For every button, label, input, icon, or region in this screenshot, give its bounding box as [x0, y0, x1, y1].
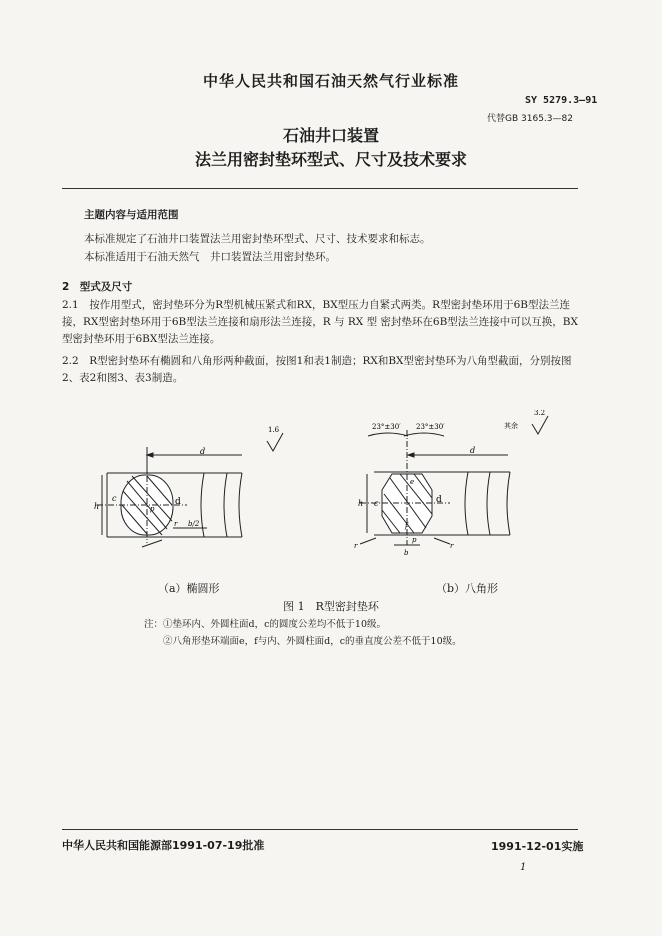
label-r: r	[174, 520, 178, 528]
label-rest: 其余	[504, 422, 518, 430]
section1-title: 主题内容与适用范围	[84, 209, 179, 221]
figure-title: 图 1 R型密封垫环	[283, 600, 379, 613]
section1-paragraph2: 本标准适用于石油天然气 井口装置法兰用密封垫环。	[84, 251, 336, 263]
label-r2-b: r	[450, 542, 454, 550]
label-d1-b: d	[470, 446, 476, 455]
document-title-line1: 石油井口装置	[282, 126, 379, 145]
label-angle-left: 23°±30′	[372, 423, 401, 431]
label-p: p	[150, 505, 155, 513]
label-d: d	[175, 497, 181, 507]
section1-paragraph1: 本标准规定了石油井口装置法兰用密封垫环型式、尺寸、技术要求和标志。	[84, 233, 431, 245]
page-number: 1	[520, 862, 527, 873]
label-e-b: e	[410, 478, 415, 486]
implementation-date: 1991-12-01实施	[491, 840, 584, 853]
label-c: c	[112, 494, 117, 503]
label-r-b: r	[354, 542, 358, 550]
note-1: 注：①垫环内、外圆柱面d，c的圆度公差均不低于10级。	[144, 619, 386, 630]
label-p-b: p	[412, 536, 417, 544]
replaces-standard: 代替GB 3165.3—82	[487, 114, 573, 124]
approval-info: 中华人民共和国能源部1991-07-19批准	[62, 839, 265, 852]
caption-octagonal: （b）八角形	[436, 582, 499, 595]
label-angle-right: 23°±30′	[416, 423, 445, 431]
figure-oval-ring	[92, 425, 302, 575]
label-roughness-a: 1.6	[268, 426, 280, 434]
paragraph-2-2: 2.2 R型密封垫环有椭圆和八角形两种截面，按图1和表1制造；RX和BX型密封垫环为八角型截面，分别按图2、表2和图3、表3制造。	[62, 355, 572, 384]
paragraph-2-1: 2.1 按作用型式，密封垫环分为R型机械压紧式和RX，BX型压力自紧式两类。R型密封垫环用于6B型法兰连接，RX型密封垫环用于6B型法兰连接和扇形法兰连接，R 与 RX 型 密封垫环在6B型法兰连接中可以互换，BX型密封垫环用于6BX型法兰连接。	[62, 299, 579, 345]
label-c-b: c	[374, 499, 379, 508]
bottom-divider	[62, 829, 578, 830]
top-divider	[62, 188, 578, 189]
caption-oval: （a）椭圆形	[158, 582, 220, 595]
figure-octagonal-ring	[350, 410, 570, 560]
label-b-b: b	[404, 549, 409, 557]
label-roughness-b: 3.2	[534, 410, 546, 417]
label-f-b: f	[405, 522, 408, 530]
label-h: h	[94, 502, 100, 511]
section2-title: 2 型式及尺寸	[62, 281, 133, 293]
label-b2: b/2	[188, 520, 200, 528]
standard-number: SY 5279.3—91	[525, 95, 598, 106]
header-title: 中华人民共和国石油天然气行业标准	[202, 72, 459, 90]
label-d-b: d	[436, 495, 442, 505]
label-h-b: h	[358, 499, 364, 508]
note-2: ②八角形垫环端面e，f与内、外圆柱面d，c的垂直度公差不低于10级。	[163, 636, 462, 647]
label-d1: d	[200, 447, 206, 456]
document-title-line2: 法兰用密封垫环型式、尺寸及技术要求	[194, 150, 467, 169]
